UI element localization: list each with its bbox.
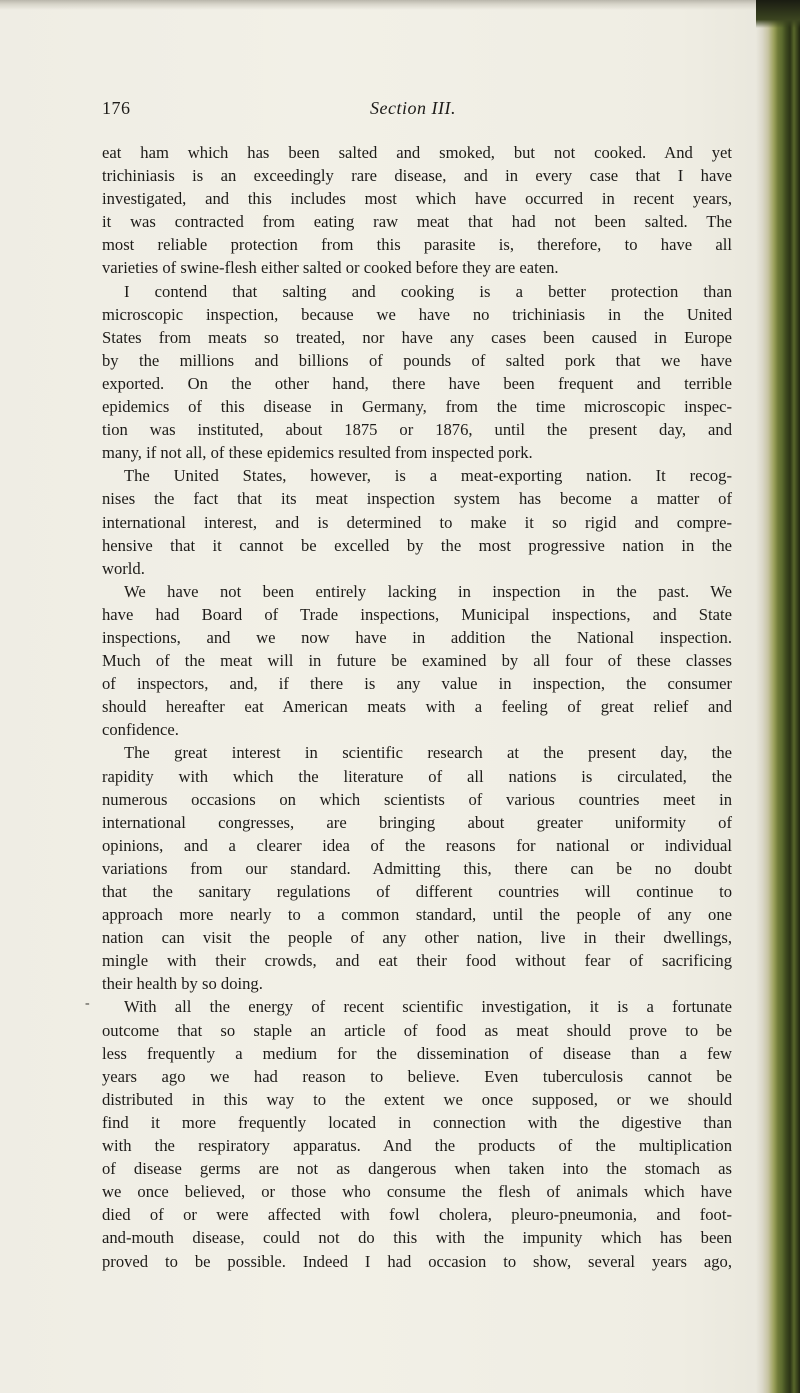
text-line: proved to be possible. Indeed I had occasion to show, several years ago,: [102, 1251, 732, 1271]
text-line: many, if not all, of these epidemics resulted from inspected pork.: [102, 443, 533, 463]
text-line: trichiniasis is an exceedingly rare disease, and in every case that I have: [102, 166, 732, 186]
book-spine-top: [756, 0, 800, 28]
text-line: we once believed, or those who consume the flesh of animals which have: [102, 1182, 732, 1202]
text-line: numerous occasions on which scientists of various countries meet in: [102, 789, 732, 809]
text-line: We have not been entirely lacking in inspection in the past. We: [124, 581, 732, 601]
text-line: The United States, however, is a meat-exporting nation. It recog-: [124, 466, 732, 486]
text-line: microscopic inspection, because we have no trichiniasis in the United: [102, 304, 732, 324]
text-line: by the millions and billions of pounds of salted pork that we have: [102, 350, 732, 370]
text-line: most reliable protection from this parasite is, therefore, to have all: [102, 235, 732, 255]
text-line: outcome that so staple an article of food as meat should prove to be: [102, 1020, 732, 1040]
page-top-shadow: [0, 0, 800, 10]
text-line: variations from our standard. Admitting this, there can be no doubt: [102, 858, 732, 878]
text-line: I contend that salting and cooking is a better protection than: [124, 281, 732, 301]
text-line: eat ham which has been salted and smoked, but not cooked. And yet: [102, 143, 732, 162]
text-line: and-mouth disease, could not do this with the impunity which has been: [102, 1228, 732, 1248]
text-line: international congresses, are bringing about greater uniformity of: [102, 812, 732, 832]
margin-mark: -: [85, 996, 90, 1011]
text-line: inspections, and we now have in addition the National inspection.: [102, 627, 732, 647]
text-line: that the sanitary regulations of different countries will continue to: [102, 882, 732, 901]
text-line: opinions, and a clearer idea of the reasons for national or individual: [102, 835, 732, 855]
text-line: hensive that it cannot be excelled by the most progressive nation in the: [102, 535, 732, 555]
text-line: approach more nearly to a common standard, until the people of any one: [102, 905, 732, 925]
text-line: distributed in this way to the extent we once supposed, or we should: [102, 1089, 732, 1109]
text-line: Much of the meat will in future be examined by all four of these classes: [102, 651, 732, 671]
text-line: have had Board of Trade inspections, Municipal inspections, and State: [102, 604, 732, 624]
text-line: varieties of swine-flesh either salted or cooked before they are eaten.: [102, 258, 559, 278]
text-line: less frequently a medium for the dissemination of disease than a few: [102, 1043, 732, 1063]
text-line: investigated, and this includes most which have occurred in recent years,: [102, 189, 732, 209]
text-line: find it more frequently located in connection with the digestive than: [102, 1112, 732, 1132]
page-number: 176: [102, 98, 131, 118]
text-line: rapidity with which the literature of all nations is circulated, the: [102, 766, 732, 786]
text-line: of disease germs are not as dangerous when taken into the stomach as: [102, 1159, 732, 1179]
text-line: nises the fact that its meat inspection system has become a matter of: [102, 489, 732, 509]
text-line: epidemics of this disease in Germany, from the time microscopic inspec-: [102, 397, 732, 417]
text-line: With all the energy of recent scientific investigation, it is a fortunate: [124, 997, 732, 1017]
text-line: confidence.: [102, 720, 179, 740]
body-text: [102, 141, 732, 1273]
text-line: The great interest in scientific research at the present day, the: [124, 743, 732, 763]
text-line: of inspectors, and, if there is any value in inspection, the consumer: [102, 674, 732, 694]
text-line: should hereafter eat American meats with a feeling of great relief and: [102, 697, 732, 717]
text-line: mingle with their crowds, and eat their food without fear of sacrificing: [102, 951, 732, 971]
text-line: world.: [102, 558, 145, 578]
page-header: [102, 98, 732, 124]
book-spine-edge: [756, 0, 800, 1393]
text-line: died of or were affected with fowl cholera, pleuro-pneumonia, and foot-: [102, 1205, 732, 1225]
text-line: international interest, and is determined to make it so rigid and compre-: [102, 512, 732, 532]
text-line: exported. On the other hand, there have been frequent and terrible: [102, 373, 732, 393]
text-line: tion was instituted, about 1875 or 1876, until the present day, and: [102, 420, 732, 440]
text-line: with the respiratory apparatus. And the products of the multiplication: [102, 1136, 732, 1156]
running-head: Section III.: [370, 98, 456, 118]
text-line: years ago we had reason to believe. Even tuberculosis cannot be: [102, 1066, 732, 1086]
text-line: it was contracted from eating raw meat that had not been salted. The: [102, 212, 732, 232]
text-line: nation can visit the people of any other nation, live in their dwellings,: [102, 928, 732, 948]
text-line: States from meats so treated, nor have any cases been caused in Europe: [102, 327, 732, 347]
text-line: their health by so doing.: [102, 974, 263, 994]
